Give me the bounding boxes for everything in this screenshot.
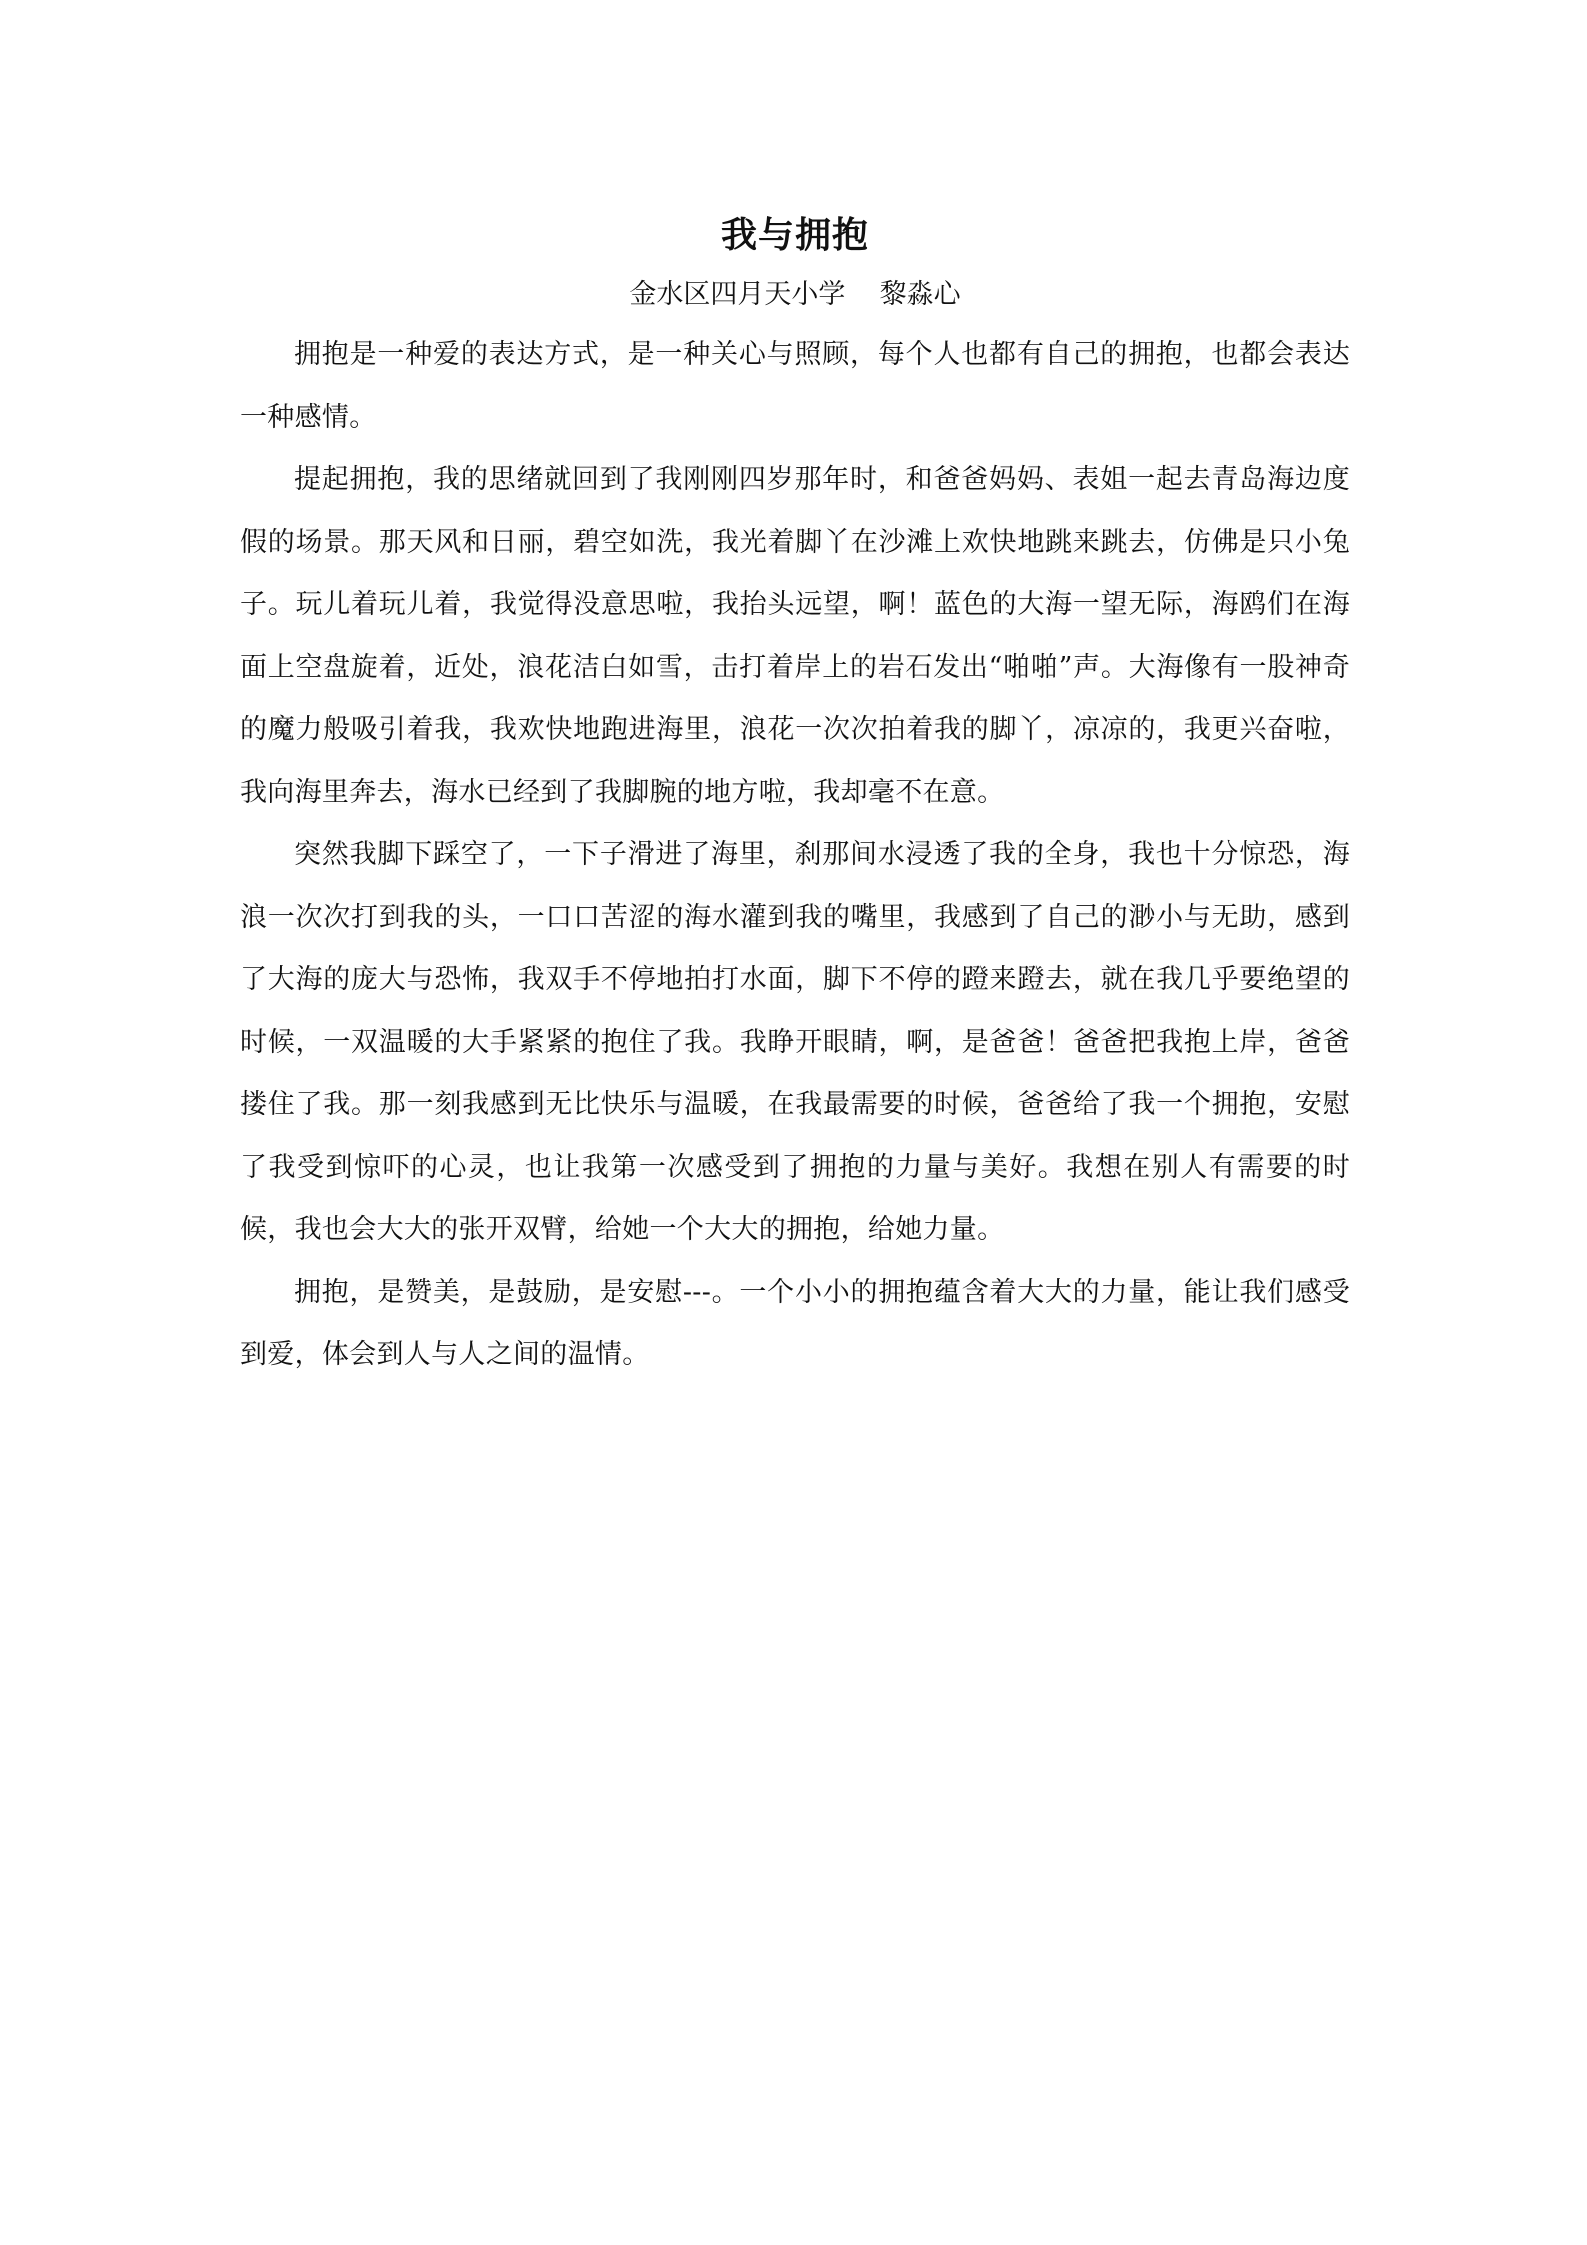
document-body bbox=[240, 200, 1350, 1387]
paragraph-2: 提起拥抱，我的思绪就回到了我刚刚四岁那年时，和爸爸妈妈、表姐一起去青岛海边度假的场景。那天风和日丽，碧空如洗，我光着脚丫在沙滩上欢快地跳来跳去，仿佛是只小兔子。玩儿着玩儿着，我觉得没意思啦，我抬头远望，啊！蓝色的大海一望无际，海鸥们在海面上空盘旋着，近处，浪花洁白如雪，击打着岸上的岩石发出“啪啪”声。大海像有一股神奇的魔力般吸引着我，我欢快地跑进海里，浪花一次次拍着我的脚丫，凉凉的，我更兴奋啦，我向海里奔去，海水已经到了我脚腕的地方啦，我却毫不在意。 bbox=[240, 464, 1350, 808]
essay-title: 我与拥抱 bbox=[720, 214, 869, 256]
author-byline: 金水区四月天小学 黎淼心 bbox=[629, 279, 961, 310]
paragraph-3: 突然我脚下踩空了，一下子滑进了海里，刹那间水浸透了我的全身，我也十分惊恐，海浪一次次打到我的头，一口口苦涩的海水灌到我的嘴里，我感到了自己的渺小与无助，感到了大海的庞大与恐怖，我双手不停地拍打水面，脚下不停的蹬来蹬去，就在我几乎要绝望的时候，一双温暖的大手紧紧的抱住了我。我睁开眼睛，啊，是爸爸！爸爸把我抱上岸，爸爸搂住了我。那一刻我感到无比快乐与温暖，在我最需要的时候，爸爸给了我一个拥抱，安慰了我受到惊吓的心灵，也让我第一次感受到了拥抱的力量与美好。我想在别人有需要的时候，我也会大大的张开双臂，给她一个大大的拥抱，给她力量。 bbox=[240, 839, 1350, 1245]
paragraph-4: 拥抱，是赞美，是鼓励，是安慰---。一个小小的拥抱蕴含着大大的力量，能让我们感受到爱，体会到人与人之间的温情。 bbox=[240, 1276, 1350, 1370]
paragraph-1: 拥抱是一种爱的表达方式，是一种关心与照顾，每个人也都有自己的拥抱，也都会表达一种感情。 bbox=[240, 339, 1350, 433]
